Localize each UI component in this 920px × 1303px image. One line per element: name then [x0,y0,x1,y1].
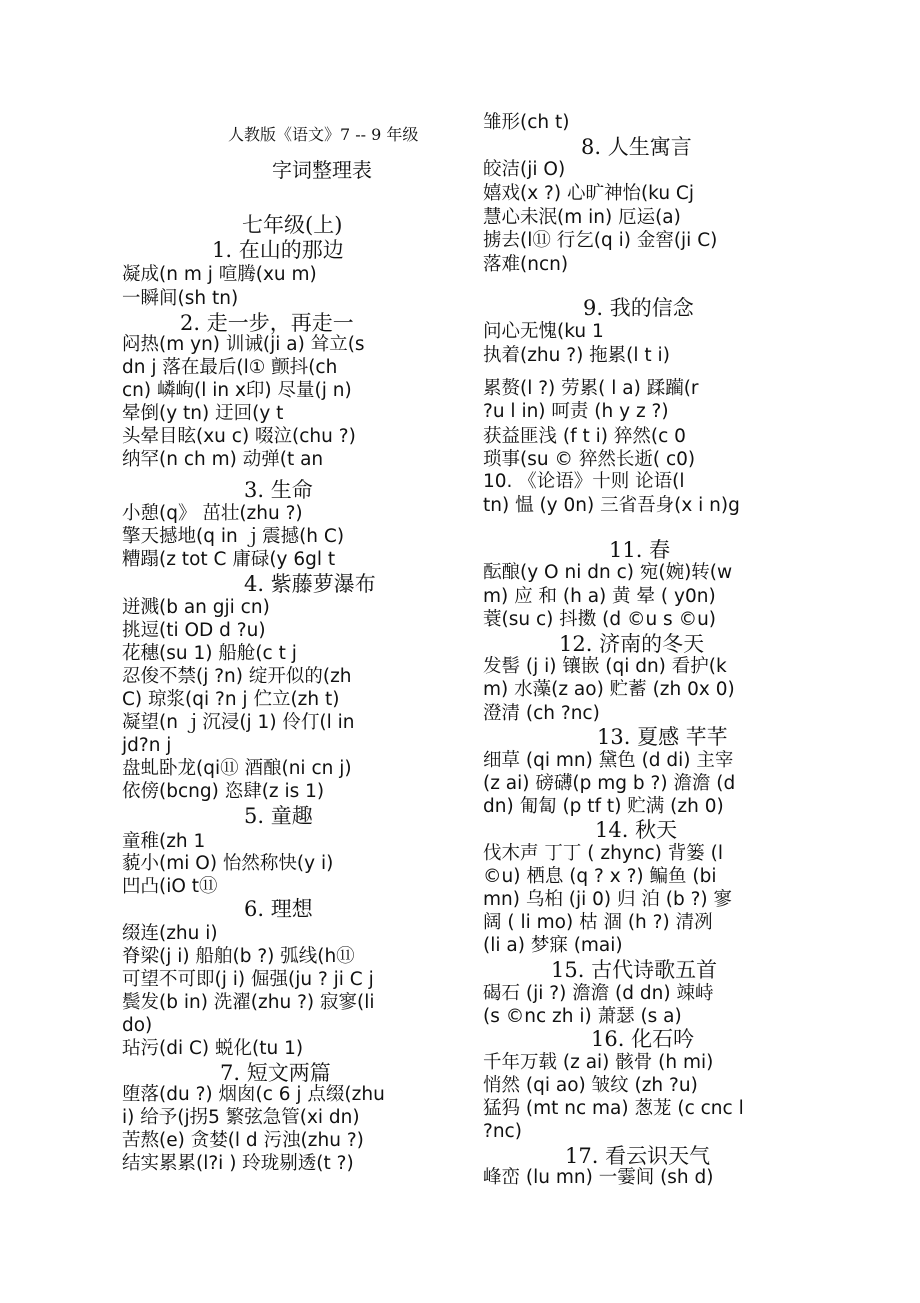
vocab-line: 可望不可即(j i) 倔强(ju ? ji C j [122,969,374,990]
vocab-line: 酝酿(y O ni dn c) 宛(婉)转(w [483,562,733,583]
vocab-line: 细草 (qi mn) 黛色 (d di) 主宰 [483,750,734,771]
section-heading: 9. 我的信念 [583,296,694,320]
vocab-line: m) 应 和 (h a) 黄 晕 ( y0n) [483,586,716,607]
vocab-line: 花穗(su 1) 船舱(c t j [122,643,297,664]
vocab-line: 小憩(q》 茁壮(zhu ?) [122,503,303,524]
section-heading: 17. 看云识天气 [565,1144,711,1168]
vocab-line: 脊梁(j i) 船舶(b ?) 弧线(h⑪ [122,946,355,967]
vocab-line: 掳去(l⑪ 行乞(q i) 金窖(ji C) [483,230,718,251]
vocab-line: ?nc) [483,1121,522,1142]
vocab-line: 落难(ncn) [483,254,569,275]
vocab-line: 依傍(bcng) 恣肆(z is 1) [122,781,325,802]
vocab-line: 忍俊不禁(j ?n) 绽开似的(zh [122,666,352,687]
vocab-line: 10. 《论语》十则 论语(l [483,471,685,492]
vocab-line: (li a) 梦寐 (mai) [483,935,623,956]
vocab-line: 猛犸 (mt nc ma) 葱茏 (c cnc l [483,1098,744,1119]
section-heading: 16. 化石吟 [591,1027,695,1051]
vocab-line: 皎洁(ji O) [483,159,566,180]
vocab-line: ©u) 栖息 (q ? x ?) 鳊鱼 (bi [483,866,717,887]
section-heading: 6. 理想 [244,897,313,921]
section-heading: 12. 济南的冬天 [559,632,705,656]
vocab-line: 雏形(ch t) [483,112,570,133]
vocab-line: dn j 落在最后(l① 颤抖(ch [122,357,338,378]
vocab-line: cn) 嶙峋(l in x印) 尽量(j n) [122,380,352,401]
vocab-line: (s ©nc zh i) 萧瑟 (s a) [483,1006,682,1027]
vocab-line: 堕落(du ?) 烟囱(c 6 j 点缀(zhu [122,1084,385,1105]
section-heading: 8. 人生寓言 [581,135,692,159]
vocab-line: 闷热(m yn) 训诫(ji a) 耸立(s [122,334,365,355]
section-heading: 13. 夏感 芊芊 [597,725,728,749]
section-heading: 7. 短文两篇 [220,1061,331,1085]
vocab-line: 嬉戏(x ?) 心旷神怡(ku Cj [483,183,694,204]
vocab-line: 获益匪浅 (f t i) 猝然(c 0 [483,426,686,447]
vocab-line: mn) 乌桕 (ji 0) 归 泊 (b ?) 寥 [483,889,732,910]
vocab-line: 执着(zhu ?) 拖累(l t i) [483,345,670,366]
vocab-line: 盘虬卧龙(qi⑪ 酒酿(ni cn j) [122,758,352,779]
vocab-line: 缀连(zhu i) [122,923,218,944]
vocab-line: 凹凸(iO t⑪ [122,876,218,897]
vocab-line: 凝成(n m j 喧腾(xu m) [122,264,317,285]
vocab-line: 结实累累(l?i ) 玲珑剔透(t ?) [122,1153,354,1174]
vocab-line: 挑逗(ti OD d ?u) [122,620,266,641]
page-title: 字词整理表 [272,158,372,182]
vocab-line: jd?n j [122,735,172,756]
vocab-line: 峰峦 (lu mn) 一霎间 (sh d) [483,1167,714,1188]
header-line1: 人教版《语文》7 -- 9 年级 [228,125,419,144]
section-heading: 2. 走一步，再走一 [180,311,354,335]
vocab-line: 苦熬(e) 贪婪(l d 污浊(zhu ?) [122,1130,364,1151]
vocab-line: 头晕目眩(xu c) 啜泣(chu ?) [122,426,356,447]
vocab-line: m) 水藻(z ao) 贮蓄 (zh 0x 0) [483,679,735,700]
vocab-line: 晕倒(y tn) 迂回(y t [122,403,284,424]
section-heading: 4. 紫藤萝瀑布 [244,572,376,596]
vocab-line: 发髻 (j i) 镶嵌 (qi dn) 看护(k [483,656,727,677]
vocab-line: 千年万载 (z ai) 骸骨 (h mi) [483,1052,714,1073]
vocab-line: 蓑(su c) 抖擞 (d ©u s ©u) [483,609,717,630]
vocab-line: tn) 愠 (y 0n) 三省吾身(x i n)g [483,495,740,516]
vocab-line: 慧心未泯(m in) 厄运(a) [483,207,681,228]
vocab-line: 伐木声 丁丁 ( zhync) 背篓 (l [483,843,723,864]
vocab-line: 迸溅(b an gji cn) [122,597,270,618]
vocab-line: 藐小(mi O) 怡然称快(y i) [122,853,334,874]
vocab-line: (z ai) 磅礴(p mg b ?) 澹澹 (d [483,773,736,794]
vocab-line: 玷污(di C) 蜕化(tu 1) [122,1038,304,1059]
section-heading: 14. 秋天 [595,818,678,842]
vocab-line: 童稚(zh 1 [122,831,206,852]
vocab-line: i) 给予(j拐5 繁弦急管(xi dn) [122,1107,360,1128]
vocab-line: 一瞬间(sh tn) [122,288,239,309]
section-heading: 11. 春 [609,538,671,562]
vocab-line: 碣石 (ji ?) 澹澹 (d dn) 竦峙 [483,983,714,1004]
vocab-line: 糟蹋(z tot C 庸碌(y 6gl t [122,549,336,570]
section-heading: 3. 生命 [244,478,313,502]
vocab-line: 问心无愧(ku 1 [483,321,604,342]
section-heading: 15. 古代诗歌五首 [551,958,718,982]
vocab-line: dn) 匍匐 (p tf t) 贮满 (zh 0) [483,796,724,817]
vocab-line: C) 琼浆(qi ?n j 伫立(zh t) [122,689,340,710]
vocab-line: 纳罕(n ch m) 动弹(t an [122,449,324,470]
vocab-line: 鬓发(b in) 洗濯(zhu ?) 寂寥(li [122,992,375,1013]
grade-heading: 七年级(上) [242,213,343,237]
vocab-line: 悄然 (qi ao) 皱纹 (zh ?u) [483,1075,698,1096]
vocab-line: do) [122,1015,153,1036]
vocab-line: 琐事(su © 猝然长逝( c0) [483,449,696,470]
vocab-line: 擎天撼地(q in ｊ震撼(h C) [122,526,345,547]
vocab-line: 凝望(n ｊ沉浸(j 1) 伶仃(l in [122,712,355,733]
vocab-line: ?u l in) 呵责 (h y z ?) [483,401,669,422]
section-heading: 5. 童趣 [244,804,313,828]
vocab-line: 澄清 (ch ?nc) [483,703,600,724]
section-heading: 1. 在山的那边 [212,238,344,262]
vocab-line: 阔 ( li mo) 枯 涸 (h ?) 清冽 [483,912,713,933]
vocab-line: 累赘(l ?) 劳累( l a) 蹂躏(r [483,378,699,399]
